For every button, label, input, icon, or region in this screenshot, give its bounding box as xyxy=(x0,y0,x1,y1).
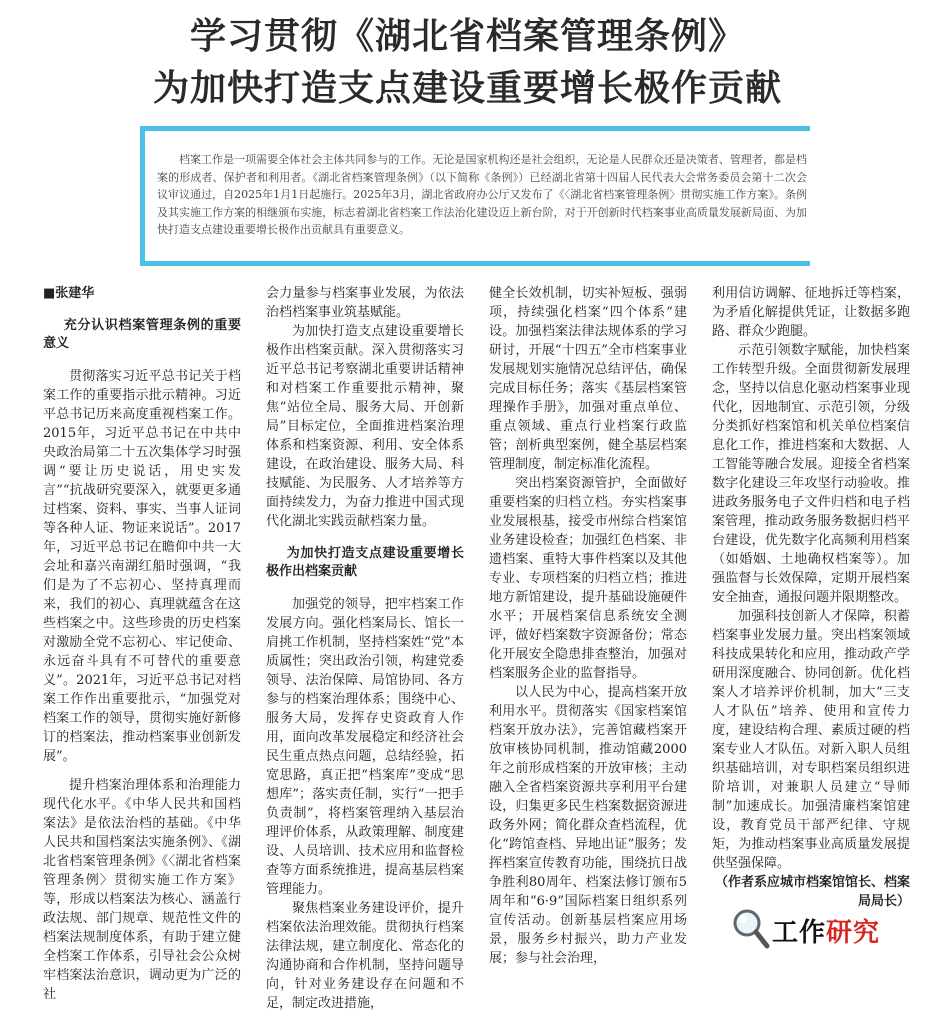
headline-line-1: 学习贯彻《湖北省档案管理条例》 xyxy=(189,16,745,57)
column-3 xyxy=(489,284,687,968)
column-4 xyxy=(712,284,910,911)
paragraph: 健全长效机制，切实补短板、强弱项，持续强化档案“四个体系”建设。加强档案法律法规体系的学习研讨，开展“十四五”全市档案事业发展规划实施情况总结评估，确保完成目标任务；落实《基层档案管理操作手册》，加强对重点单位、重点领域、重点行业档案行政监管；剖析典型案例，健全基层档案管理制度，制定标准化流程。 xyxy=(489,286,687,472)
paragraph: 突出档案资源管护，全面做好重要档案的归档立档。夯实档案事业发展根基，接受市州综合档案馆业务建设检查；加强红色档案、非遗档案、重特大事件档案以及其他专业、专项档案的归档立档；推进地方新馆建设，提升基础设施硬件水平；开展档案信息系统安全测评，做好档案数字资源备份；常态化开展安全隐患排查整治，加强对档案服务企业的监督指导。 xyxy=(489,476,687,681)
paragraph: 加强科技创新人才保障，积蓄档案事业发展力量。突出档案领域科技成果转化和应用，推动政产学研用深度融合、协同创新。优化档案人才培养评价机制，加大“三支人才队伍”培养、使用和宣传力度，建设结构合理、素质过硬的档案专业人才队伍。对新入职人员组织基础培训，对专职档案员组织进阶培训，对兼职人员建立“导师制”加速成长。加强清廉档案馆建设，教育党员干部严纪律、守规矩，为推动档案事业高质量发展提供坚强保障。 xyxy=(712,609,910,871)
paragraph: 聚焦档案业务建设评价，提升档案依法治理效能。贯彻执行档案法律法规，建立制度化、常态化的沟通协商和合作机制，坚持问题导向，针对业务建设存在问题和不足，制定改进措施， xyxy=(266,901,464,1011)
paragraph: 示范引领数字赋能，加快档案工作转型升级。全面贯彻新发展理念，坚持以信息化驱动档案事业现代化，因地制宜、示范引领，分级分类抓好档案馆和机关单位档案信息化工作，推进档案和大数据、人工智能等融合发展。迎接全省档案数字化建设三年攻坚行动验收。推进政务服务电子文件归档和电子档案管理，推动政务服务数据归档平台建设，优先数字化高频利用档案（如婚姻、土地确权档案等）。加强监督与长效保障，定期开展档案安全抽查，通报问题并限期整改。 xyxy=(712,343,910,605)
paragraph: 为加快打造支点建设重要增长极作出档案贡献。深入贯彻落实习近平总书记考察湖北重要讲话精神和对档案工作重要批示精神，聚焦“站位全局、服务大局、开创新局”目标定位，全面推进档案治理体系和档案资源、利用、安全体系建设，在政治建设、服务大局、科技赋能、为民服务、人才培养等方面持续发力，为奋力推进中国式现代化湖北实践贡献档案力量。 xyxy=(266,324,464,529)
column-2 xyxy=(266,284,464,1013)
paragraph: 利用信访调解、征地拆迁等档案，为矛盾化解提供凭证，让数据多跑路、群众少跑腿。 xyxy=(712,286,910,339)
paragraph: 以人民为中心，提高档案开放利用水平。贯彻落实《国家档案馆档案开放办法》，完善馆藏档案开放审核协同机制，推动馆藏2000年之前形成档案的开放审核；主动融入全省档案资源共享利用平台建设，归集更多民生档案数据资源进政务外网；简化群众查档流程，优化“跨馆查档、异地出证”服务；发挥档案宣传教育功能，围绕抗日战争胜利80周年、档案法修订颁布5周年和“6·9”国际档案日组织系列宣传活动。创新基层档案应用场景，服务乡村振兴，助力产业发展；参与社会治理， xyxy=(489,685,687,966)
abstract-text: 档案工作是一项需要全体社会主体共同参与的工作。无论是国家机构还是社会组织，无论是人民群众还是决策者、管理者，都是档案的形成者、保护者和利用者。《湖北省档案管理条例》（以下简称《条例》）已经湖北省第十四届人民代表大会常务委员会第十二次会议审议通过，自2025年1月1日起施行。2025年3月，湖北省政府办公厅又发布了《〈湖北省档案管理条例〉贯彻实施工作方案》。条例及其实施工作方案的相继颁布实施，标志着湖北省档案工作法治化建设迈上新台阶，对于开创新时代档案事业高质量发展新局面、为加快打造支点建设重要增长极作出贡献具有重要意义。 xyxy=(157,153,807,236)
logo-text-work: 工作 xyxy=(772,918,827,948)
headline-line-2: 为加快打造支点建设重要增长极作贡献 xyxy=(152,68,782,109)
section-heading-1: 充分认识档案管理条例的重要意义 xyxy=(43,318,241,351)
logo-text-research: 研究 xyxy=(826,918,881,948)
abstract-box xyxy=(140,126,810,266)
author-byline: ■张建华 xyxy=(43,286,95,301)
author-credit: （作者系应城市档案馆馆长、档案局局长） xyxy=(714,875,910,909)
paragraph: 提升档案治理体系和治理能力现代化水平。《中华人民共和国档案法》是依法治档的基础。《中华人民共和国档案法实施条例》、《湖北省档案管理条例》《〈湖北省档案管理条例〉贯彻实施工作方案》等，形成以档案法为核心、涵盖行政法规、部门规章、规范性文件的档案法规制度体系，有助于建立健全档案工作体系，引导社会公众树牢档案法治意识，调动更为广泛的社 xyxy=(43,778,241,1002)
paragraph: 会力量参与档案事业发展，为依法治档档案事业筑基赋能。 xyxy=(266,286,464,320)
section-logo xyxy=(730,906,890,952)
paragraph: 贯彻落实习近平总书记关于档案工作的重要指示批示精神。习近平总书记历来高度重视档案工作。2015年，习近平总书记在中共中央政治局第二十五次集体学习时强调“要让历史说话，用史实发言”“抗战研究要深入，就要更多通过档案、资料、事实、当事人证词等各种人证、物证来说话”。2017年，习近平总书记在瞻仰中共一大会址和嘉兴南湖红船时强调，“我们是为了不忘初心、坚持真理而来，我们的初心、真理就蕴含在这些档案之中。这些珍贵的历史档案对激励全党不忘初心、牢记使命、永远奋斗具有不可替代的重要意义”。2021年，习近平总书记对档案工作作出重要批示，“加强党对档案工作的领导，贯彻实施好新修订的档案法，推动档案事业创新发展”。 xyxy=(43,369,241,764)
magnifier-icon xyxy=(730,906,770,950)
logo-text xyxy=(772,912,880,949)
section-heading-2: 为加快打造支点建设重要增长极作出档案贡献 xyxy=(266,546,464,579)
column-1 xyxy=(43,284,241,1004)
paragraph: 加强党的领导，把牢档案工作发展方向。强化档案局长、馆长一肩挑工作机制，坚持档案姓“党”本质属性；突出政治引领，构建党委领导、法治保障、局馆协同、各方参与的档案治理体系；围绕中心、服务大局，发挥存史资政育人作用，面向改革发展稳定和经济社会民生重点热点问题，总结经验，拓宽思路，真正把“档案库”变成“思想库”；落实责任制，实行“一把手负责制”，将档案管理纳入基层治理评价体系，从政策理解、制度建设、人员培训、技术应用和监督检查等方面系统推进，提高基层档案管理能力。 xyxy=(266,597,464,897)
